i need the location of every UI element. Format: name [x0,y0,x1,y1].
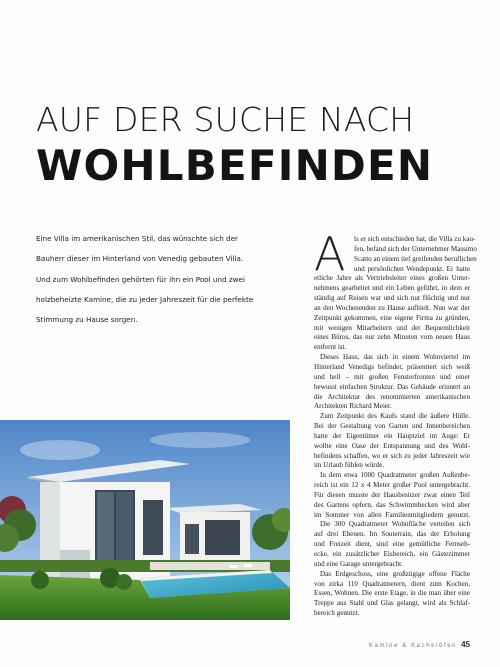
page-footer [369,640,470,649]
intro-line: Stimmung zu Hause sorgen. [36,315,138,325]
article-line: und persönlichen Wendepunkt. Er hatte [354,264,470,273]
article-line: entfernt ist. [314,343,347,352]
intro-line: holzbeheizte Kamine, die zu jeder Jahreszeit für die perfekte [36,294,254,304]
intro-line: Bauherr dieser im Hinterland von Venedig gebauten Villa. [36,254,244,264]
article-line: des Gartens opfern, das Schwimmbecken wird aber [314,500,470,509]
article-line: Hinterland Venedigs befindet, präsentiert sich weiß [314,362,470,371]
intro-line: Eine Villa im amerikanischen Stil, das wünschte sich der [36,234,238,243]
article-line: von zirka 110 Quadratmetern, dient zum Kochen, [314,579,470,588]
article-line: Treppe aus Stahl und Glas gelangt, wird als Schlaf- [314,599,470,608]
article-line: hatte der Eigentümer ein Hauptziel im Auge: Er [314,431,470,440]
article-line: im Sommer von allen Familienmitgliedern genutzt. [314,510,470,519]
article-line: wollte eine Oase der Entspannung und des Wohl- [314,441,470,450]
article-line: ls er sich entschieden hat, die Villa zu kau- [354,235,476,243]
article-line: nehmens gearbeitet und ein Leben geführt, in dem er [314,284,470,293]
article-line: Zum Zeitpunkt des Kaufs stand die äußere Hülle. [320,412,470,421]
article-body [314,235,477,619]
article-line: Für diesen musste der Hausbesitzer zwar einen Teil [314,490,470,499]
article-line: Bei der Gestaltung von Garten und Innenbereichen [314,422,470,431]
intro-line: Und zum Wohlbefinden gehörten für ihn ein Pool und zwei [36,274,245,284]
article-line: und eine Garage untergebracht. [314,559,403,568]
article-line: fen, befand sich der Unternehmer Massimo [354,244,477,253]
article-line: befindens schaffen, wo er sich zu jeder Jahreszeit wie [314,451,470,460]
article-line: etliche Jahre als Vertriebsleiter eines großen Unter- [314,274,470,283]
article-line: und Freizeit dient, sind eine gemütliche Fernseh- [314,540,470,549]
footer-magazine-name: Kamine & Kachelöfen [368,643,458,649]
headline-kicker: AUF DER SUCHE NACH [36,100,415,139]
article-line: an den Wochenenden zu Hause aufhielt. Nun war der [314,303,470,312]
article-line: In dem etwa 1000 Quadratmeter großen Außenbe- [320,471,470,480]
article-line: die Architektur des renommierten amerikanischen [314,392,470,401]
article-line: mit wenigen Mitarbeitern und der Bequemlichkeit [314,323,470,332]
article-line: Essen, Wohnen. Die erste Etage, in die man über eine [314,589,470,598]
article-line: und hell – mit großen Fensterfronten und einer [314,372,470,381]
intro-text [36,229,268,330]
article-line: reich ist ein 12 x 4 Meter großer Pool untergebracht. [314,481,470,490]
article-line: bewusst einfachen Struktur. Das Gebäude erinnert an [314,382,470,391]
article-line: ecke, ein zusätzlicher Eisbereich, ein Gästezimmer [314,550,470,558]
article-line: Architekten Richard Meier. [314,402,392,411]
article-line: im Urlaub fühlen würde. [314,461,385,470]
article-line: Die 300 Quadratmeter Wohnfläche verteilen sich [320,520,470,529]
villa-photo-icon [0,420,290,620]
article-line: Dieses Haus, das sich in einem Wohnviertel im [320,353,470,362]
article-line: Das Erdgeschoss, eine großzügige offene Fläche [320,569,470,578]
article-line: eines Büros, das nur zehn Minuten vom neuen Haus [314,333,470,342]
article-line: Scatto an einem tief greifenden beruflichen [354,254,477,263]
villa-photo [0,420,290,620]
drop-cap: A [314,227,346,281]
article-line: bereich genutzt. [314,609,360,618]
page-number: 45 [461,640,470,649]
article-line: auf drei Ebenen. Im Souterrain, das der Erholung [314,530,470,539]
article-line: ständig auf Reisen war und sich nur flüchtig und nur [314,294,470,303]
article-line: Zeitpunkt gekommen, eine eigene Firma zu gründen, [314,313,470,322]
headline-title: WOHLBEFINDEN [36,141,434,190]
